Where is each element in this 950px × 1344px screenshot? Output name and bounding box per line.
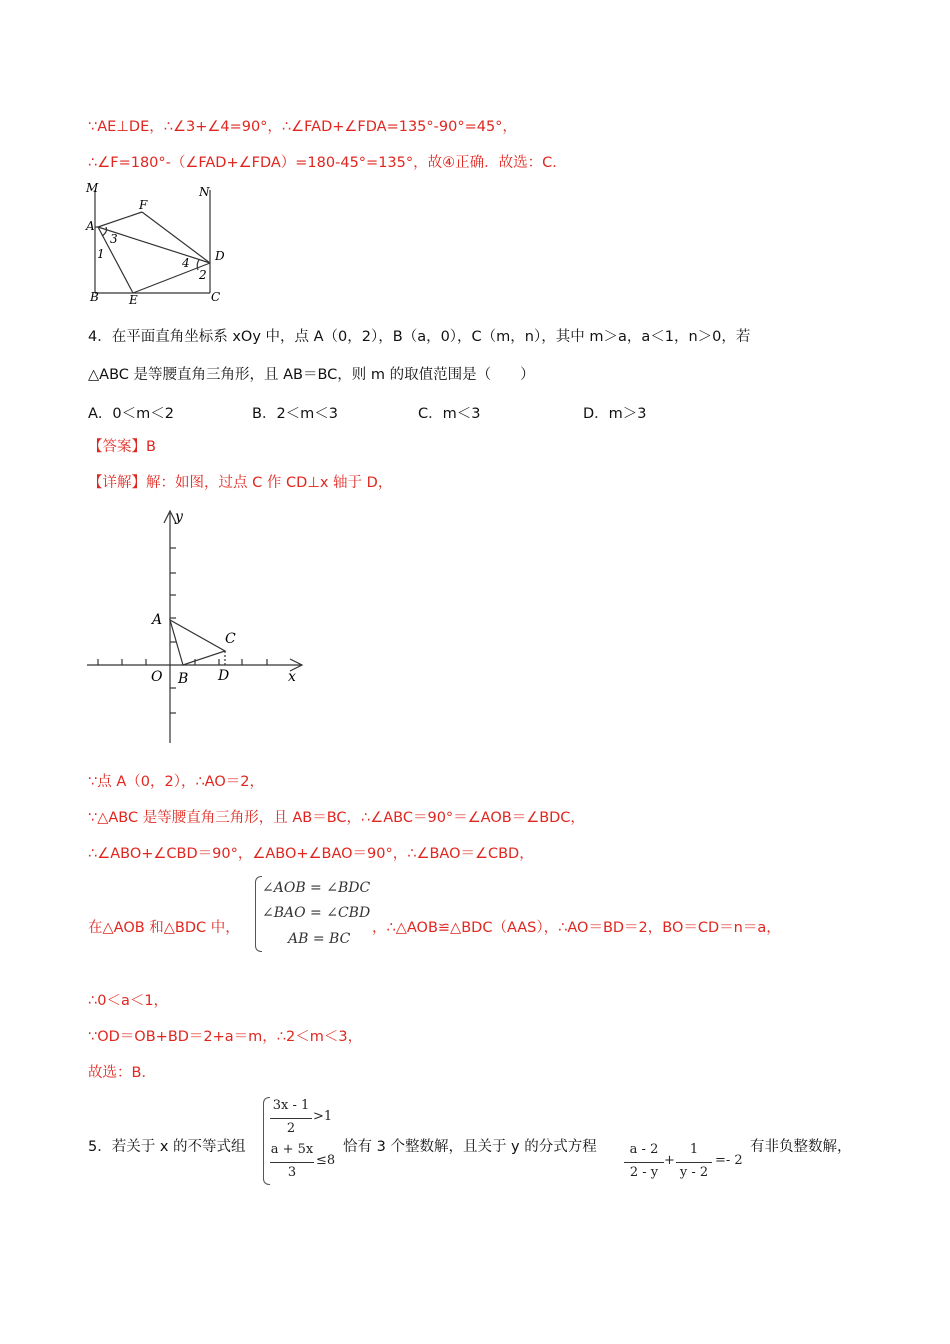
fig2-label-x: x: [288, 669, 296, 685]
eq-frac1-bar: [624, 1162, 664, 1163]
fig2-label-A: A: [152, 612, 163, 628]
solution-step-3: ∴∠ABO+∠CBD＝90°，∠ABO+∠BAO＝90°，∴∠BAO＝∠CBD，: [88, 846, 534, 862]
q4-option-a: A．0＜m＜2: [88, 406, 174, 422]
fig1-label-M: M: [86, 181, 99, 195]
fig1-label-E: E: [129, 293, 138, 307]
fig2-label-y: y: [175, 509, 183, 525]
eq-frac1-denominator: 2 - y: [629, 1165, 659, 1180]
ineq1-numerator: 3x - 1: [272, 1098, 310, 1113]
q5-suffix: 有非负整数解，: [750, 1139, 852, 1155]
q4-option-c: C．m＜3: [418, 406, 481, 422]
system-eq-2: ∠BAO = ∠CBD: [262, 905, 371, 921]
fig2-label-D: D: [218, 668, 230, 684]
fig1-label-1: 1: [97, 247, 105, 261]
fig1-label-D: D: [215, 249, 225, 263]
inequality-system-brace: [263, 1097, 270, 1185]
fig2-label-O: O: [151, 669, 163, 685]
eq-frac1-numerator: a - 2: [629, 1142, 659, 1157]
fig1-label-A: A: [86, 219, 95, 233]
fig1-label-F: F: [139, 198, 148, 212]
eq-frac2-bar: [676, 1162, 712, 1163]
fig1-label-N: N: [199, 185, 210, 199]
eq-frac2-denominator: y - 2: [679, 1165, 709, 1180]
q4-option-d: D．m＞3: [583, 406, 647, 422]
fig2-label-C: C: [225, 631, 236, 647]
ineq1-denominator: 2: [286, 1121, 296, 1136]
ineq2-fraction-bar: [270, 1162, 314, 1163]
solution-step-2: ∵△ABC 是等腰直角三角形，且 AB＝BC，∴∠ABC＝90°＝∠AOB＝∠BDC，: [88, 810, 585, 826]
solution-step-7: 故选：B．: [88, 1065, 156, 1081]
q5-prefix: 5．若关于 x 的不等式组: [88, 1139, 246, 1155]
fig1-label-B: B: [90, 290, 99, 304]
fig1-label-3: 3: [110, 232, 118, 246]
ineq1-fraction-bar: [270, 1118, 312, 1119]
q5-middle: 恰有 3 个整数解，且关于 y 的分式方程: [343, 1139, 597, 1155]
fig2-label-B: B: [178, 671, 189, 687]
ineq2-denominator: 3: [287, 1165, 297, 1180]
fig1-label-2: 2: [199, 268, 207, 282]
q4-option-b: B．2＜m＜3: [252, 406, 339, 422]
solution-step-4-prefix: 在△AOB 和△BDC 中，: [88, 920, 240, 936]
solution-step-6: ∵OD＝OB+BD＝2+a＝m，∴2＜m＜3，: [88, 1029, 363, 1045]
solution-step-5: ∴0＜a＜1，: [88, 993, 169, 1009]
prev-solution-line-1: ∵AE⊥DE，∴∠3+∠4=90°，∴∠FAD+∠FDA=135°-90°=45°，: [88, 119, 517, 135]
fig1-label-4: 4: [182, 256, 190, 270]
q4-detail-intro: 【详解】解：如图，过点 C 作 CD⊥x 轴于 D，: [88, 475, 393, 491]
system-eq-1: ∠AOB = ∠BDC: [262, 880, 371, 896]
eq-rhs: =- 2: [715, 1153, 743, 1168]
coordinate-figure: [82, 505, 312, 750]
eq-frac2-numerator: 1: [689, 1142, 699, 1157]
ineq2-numerator: a + 5x: [270, 1142, 314, 1157]
ineq1-relation: >1: [313, 1109, 333, 1124]
eq-plus: +: [664, 1153, 675, 1168]
geometry-figure-1: [82, 180, 232, 308]
solution-step-4-suffix: ，∴△AOB≌△BDC（AAS），∴AO＝BD＝2，BO＝CD＝n＝a，: [372, 920, 781, 936]
q4-stem-line-2: △ABC 是等腰直角三角形，且 AB＝BC，则 m 的取值范围是（ ）: [88, 367, 535, 383]
ineq2-relation: ≤8: [316, 1153, 336, 1168]
equation-system-brace: [255, 876, 262, 952]
solution-step-1: ∵点 A（0，2），∴AO＝2，: [88, 774, 264, 790]
fig1-label-C: C: [211, 290, 221, 304]
q4-answer: 【答案】B: [88, 439, 156, 455]
system-eq-3: AB = BC: [288, 931, 351, 947]
q4-stem-line-1: 4．在平面直角坐标系 xOy 中，点 A（0，2），B（a，0），C（m，n），其中 m＞a，a＜1，n＞0，若: [88, 329, 751, 345]
prev-solution-line-2: ∴∠F=180°-（∠FAD+∠FDA）=180-45°=135°，故④正确．故选：C．: [88, 155, 567, 171]
